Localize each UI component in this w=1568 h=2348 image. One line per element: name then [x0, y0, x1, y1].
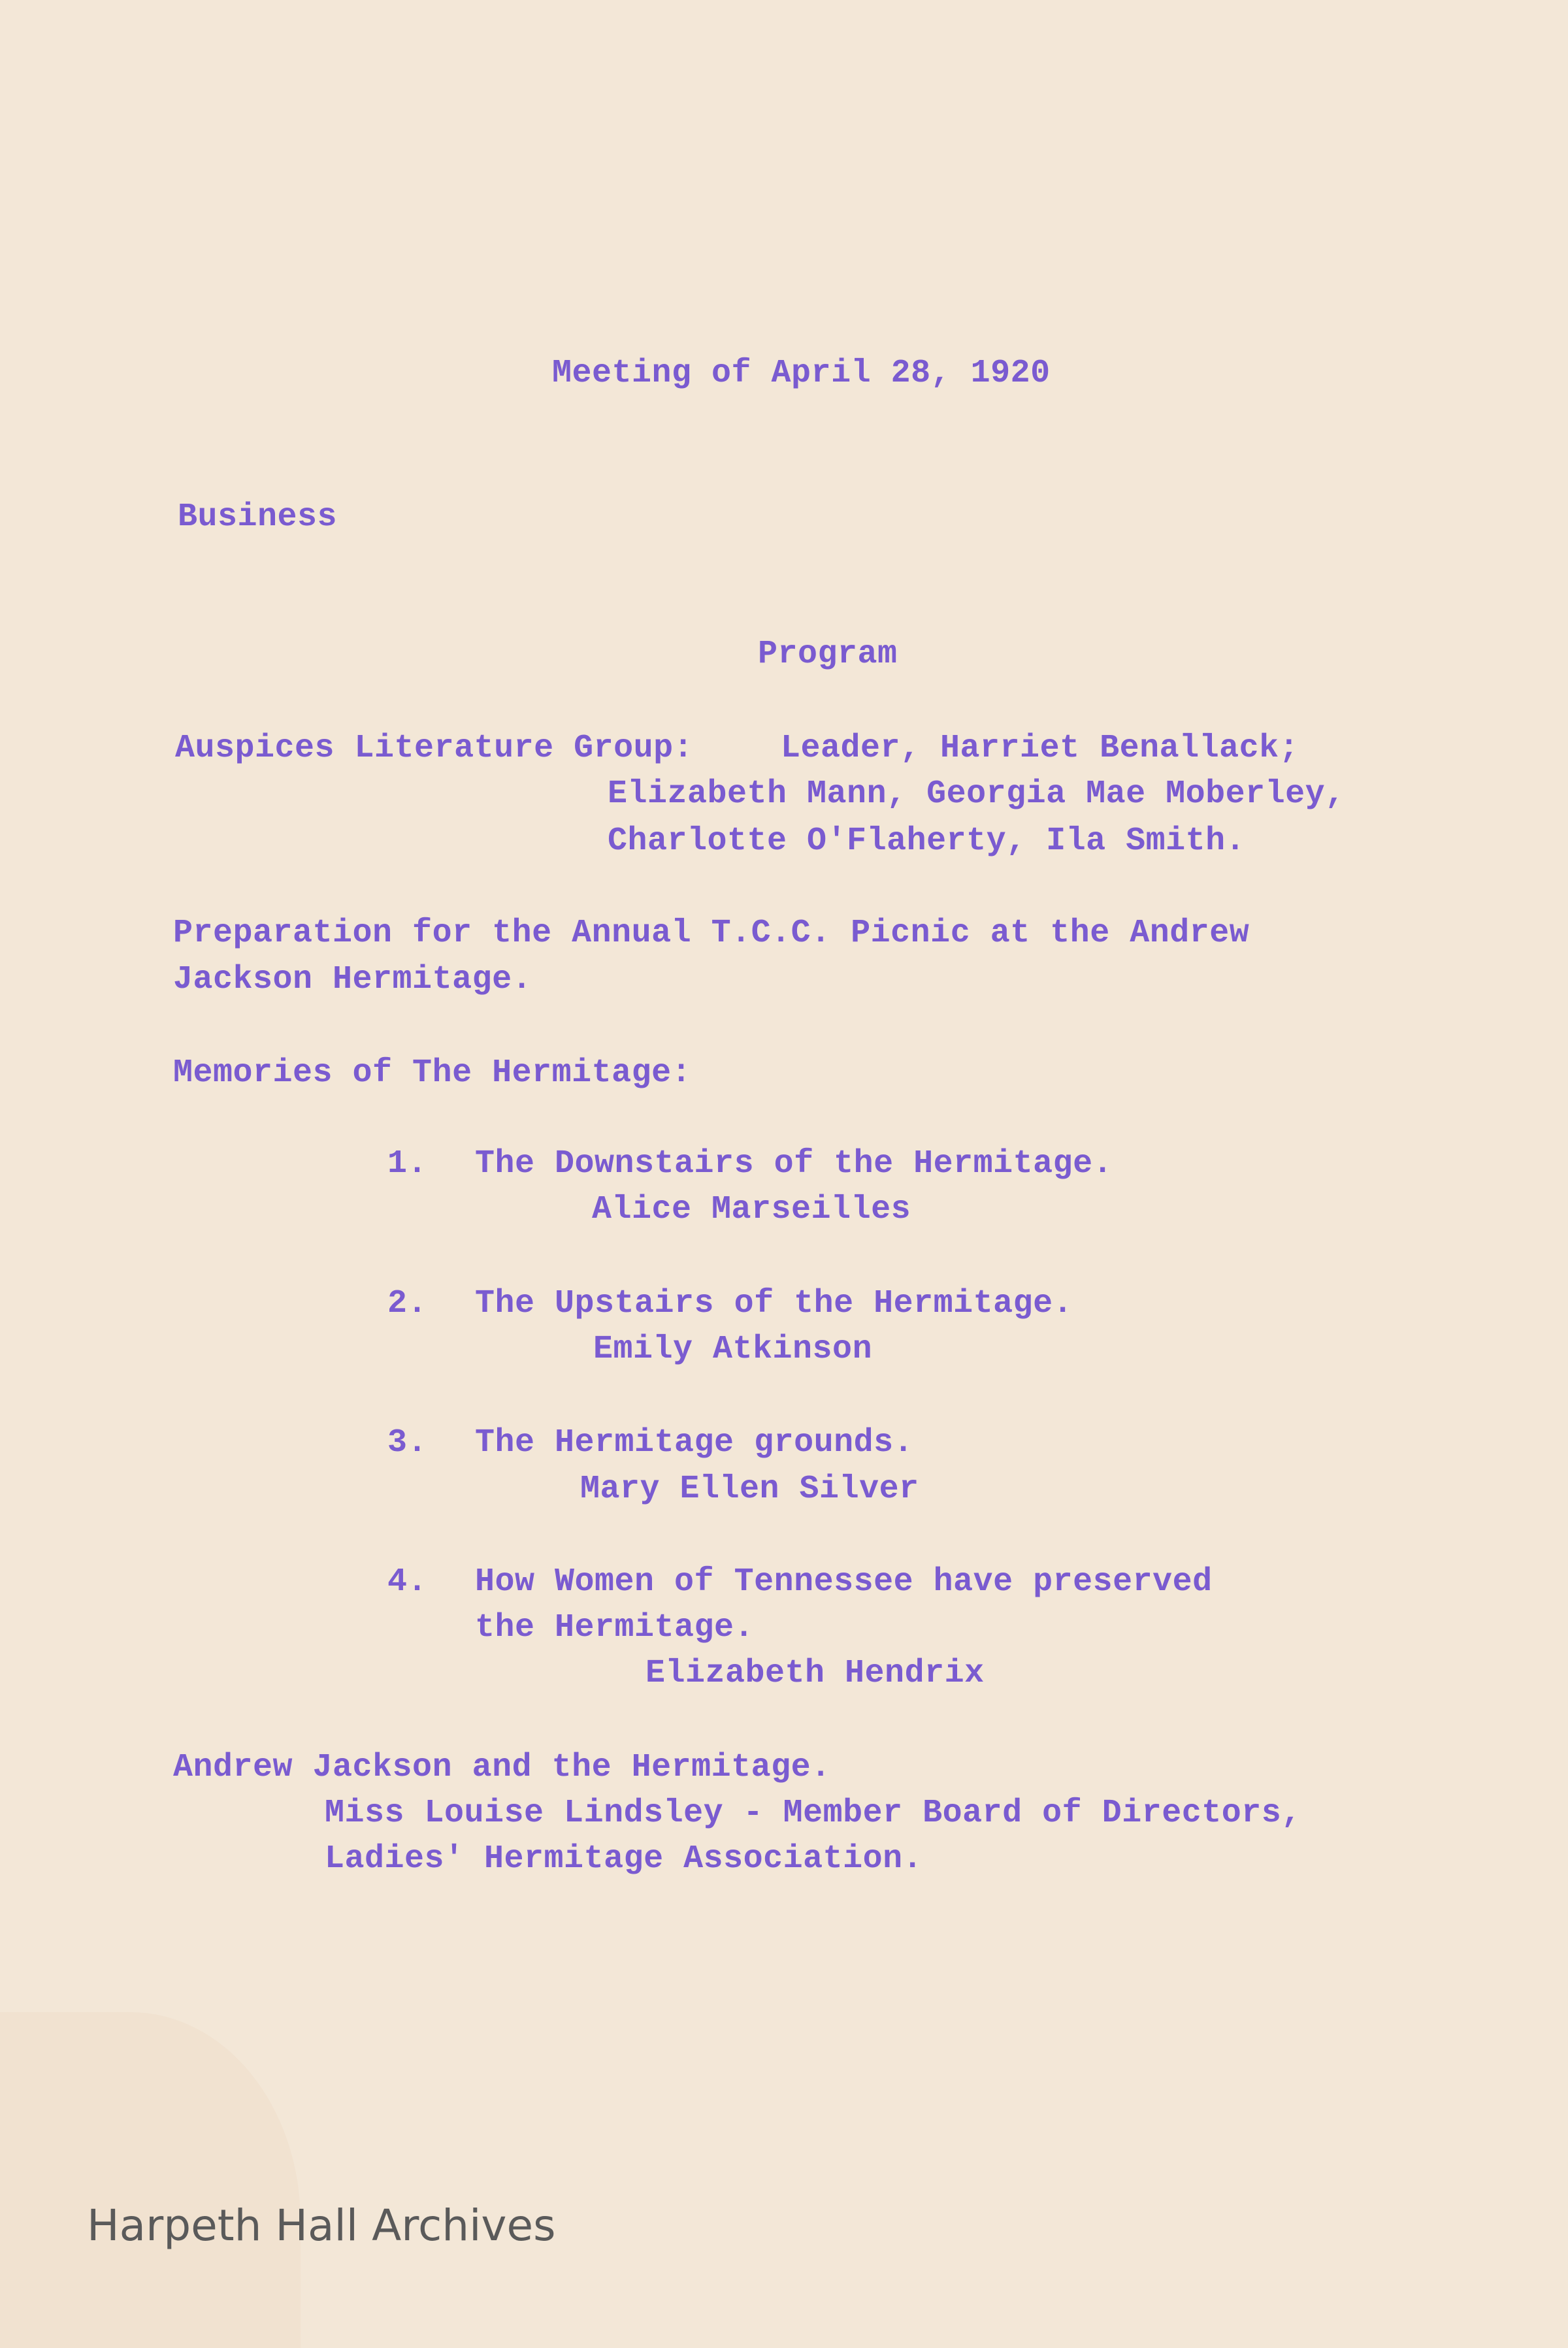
- item-title-continued: the Hermitage.: [475, 1609, 755, 1646]
- item-number: 1.: [387, 1145, 428, 1182]
- business-heading: Business: [178, 498, 338, 536]
- closing-line-2: Miss Louise Lindsley - Member Board of Directors,: [325, 1795, 1301, 1832]
- item-title: The Upstairs of the Hermitage.: [475, 1285, 1073, 1322]
- auspices-line-1: Leader, Harriet Benallack;: [781, 730, 1299, 767]
- item-title: The Hermitage grounds.: [475, 1424, 914, 1461]
- item-speaker: Mary Ellen Silver: [580, 1471, 919, 1508]
- item-title: The Downstairs of the Hermitage.: [475, 1145, 1113, 1182]
- item-number: 4.: [387, 1563, 428, 1601]
- archive-watermark: Harpeth Hall Archives: [87, 2200, 556, 2251]
- program-heading: Program: [758, 636, 898, 673]
- item-number: 3.: [387, 1424, 428, 1461]
- closing-line-3: Ladies' Hermitage Association.: [325, 1840, 923, 1878]
- memories-heading: Memories of The Hermitage:: [173, 1054, 692, 1092]
- auspices-line-3: Charlotte O'Flaherty, Ila Smith.: [608, 823, 1246, 860]
- item-speaker: Elizabeth Hendrix: [645, 1655, 985, 1692]
- auspices-label: Auspices Literature Group:: [175, 730, 694, 767]
- preparation-line-2: Jackson Hermitage.: [173, 961, 532, 998]
- auspices-line-2: Elizabeth Mann, Georgia Mae Moberley,: [608, 775, 1345, 813]
- meeting-title: Meeting of April 28, 1920: [552, 355, 1051, 392]
- preparation-line-1: Preparation for the Annual T.C.C. Picnic at the Andrew: [173, 915, 1250, 952]
- item-speaker: Alice Marseilles: [592, 1191, 911, 1228]
- item-number: 2.: [387, 1285, 428, 1322]
- item-speaker: Emily Atkinson: [593, 1331, 873, 1368]
- closing-line-1: Andrew Jackson and the Hermitage.: [173, 1749, 831, 1786]
- item-title: How Women of Tennessee have preserved: [475, 1563, 1213, 1601]
